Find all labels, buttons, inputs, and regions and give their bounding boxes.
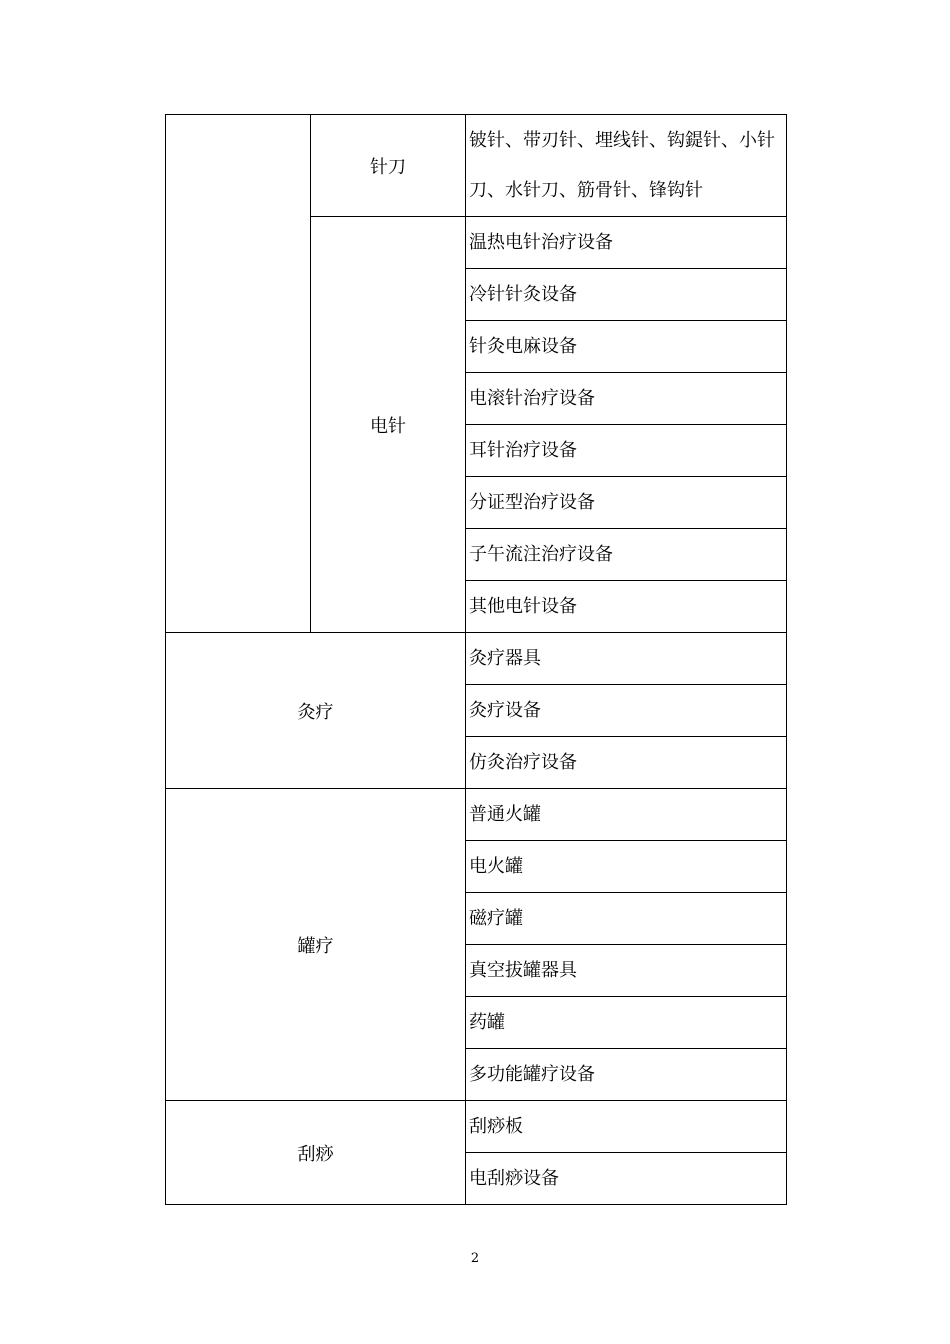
table-row xyxy=(166,1101,787,1153)
item-cell: 普通火罐 xyxy=(466,789,787,841)
item-cell: 真空拔罐器具 xyxy=(466,945,787,997)
category-cell: 灸疗 xyxy=(166,633,466,789)
item-cell: 多功能罐疗设备 xyxy=(466,1049,787,1101)
equipment-category-table xyxy=(165,114,787,1205)
item-cell: 药罐 xyxy=(466,997,787,1049)
item-cell: 刮痧板 xyxy=(466,1101,787,1153)
subcategory-cell: 针刀 xyxy=(311,115,466,217)
table-row xyxy=(166,115,787,217)
item-cell: 磁疗罐 xyxy=(466,893,787,945)
item-cell: 铍针、带刃针、埋线针、钩鍉针、小针刀、水针刀、筋骨针、锋钩针 xyxy=(466,115,787,217)
item-cell: 冷针针灸设备 xyxy=(466,269,787,321)
category-cell: 刮痧 xyxy=(166,1101,466,1205)
item-cell: 温热电针治疗设备 xyxy=(466,217,787,269)
item-cell: 针灸电麻设备 xyxy=(466,321,787,373)
category-cell: 罐疗 xyxy=(166,789,466,1101)
page-number: 2 xyxy=(470,1251,480,1266)
item-cell: 灸疗设备 xyxy=(466,685,787,737)
item-cell: 其他电针设备 xyxy=(466,581,787,633)
item-cell: 灸疗器具 xyxy=(466,633,787,685)
table-row xyxy=(166,789,787,841)
item-cell: 分证型治疗设备 xyxy=(466,477,787,529)
item-cell: 电火罐 xyxy=(466,841,787,893)
item-cell: 耳针治疗设备 xyxy=(466,425,787,477)
item-cell: 电刮痧设备 xyxy=(466,1153,787,1205)
subcategory-cell: 电针 xyxy=(311,217,466,633)
table-row xyxy=(166,633,787,685)
item-cell: 仿灸治疗设备 xyxy=(466,737,787,789)
item-cell: 子午流注治疗设备 xyxy=(466,529,787,581)
item-cell: 电滚针治疗设备 xyxy=(466,373,787,425)
category-cell-empty xyxy=(166,115,311,633)
